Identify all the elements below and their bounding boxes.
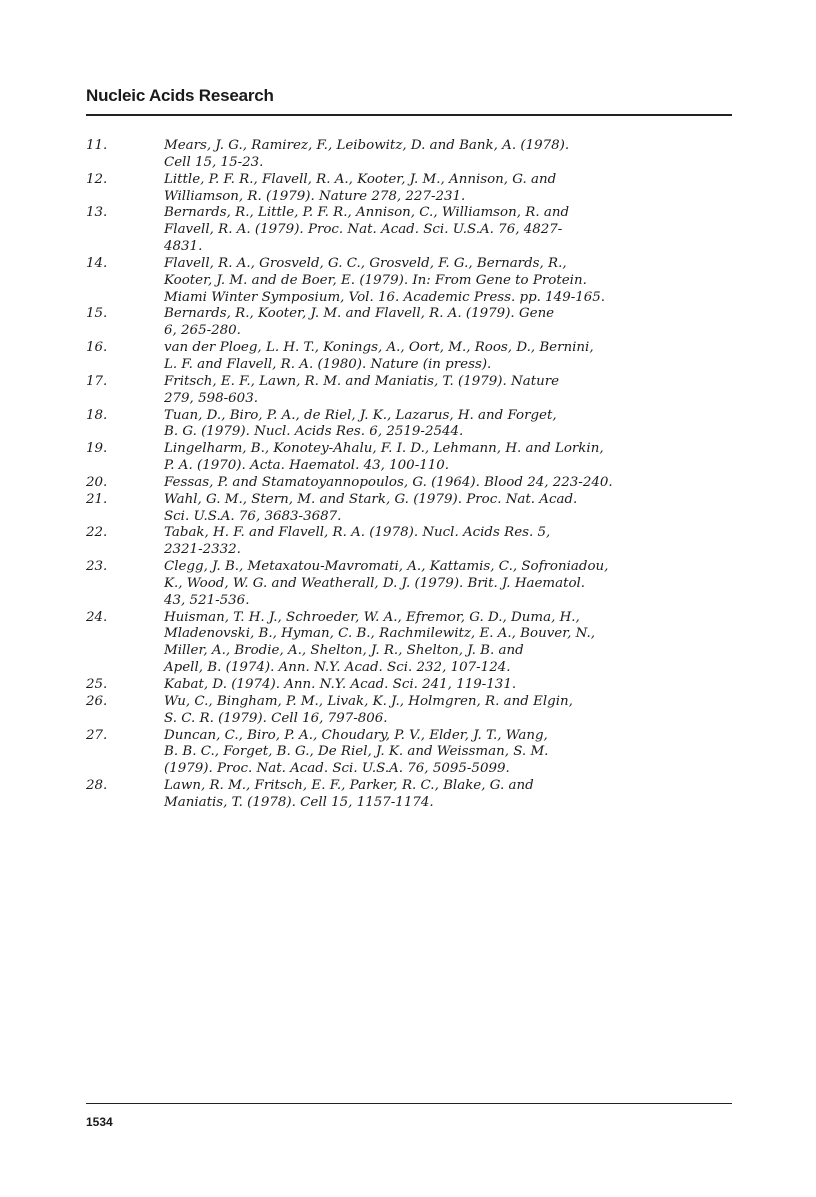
reference-item <box>86 408 736 442</box>
reference-number: 20. <box>86 474 108 490</box>
reference-number: 18. <box>86 407 108 423</box>
reference-item <box>86 525 736 559</box>
reference-number: 17. <box>86 373 108 389</box>
reference-number: 26. <box>86 693 108 709</box>
reference-item <box>86 256 736 307</box>
reference-number: 14. <box>86 255 108 271</box>
reference-number: 27. <box>86 727 108 743</box>
reference-item <box>86 677 736 694</box>
reference-text: Mears, J. G., Ramirez, F., Leibowitz, D. and Bank, A. (1978). Cell 15, 15-23. <box>164 138 570 170</box>
reference-number: 23. <box>86 559 108 575</box>
reference-number: 21. <box>86 491 108 507</box>
reference-text: Tuan, D., Biro, P. A., de Riel, J. K., Lazarus, H. and Forget, B. G. (1979). Nucl. Acids Res. 6, 2519-2544. <box>164 407 557 440</box>
reference-text: Bernards, R., Little, P. F. R., Annison, C., Williamson, R. and Flavell, R. A. (1979). Proc. Nat. Acad. Sci. U.S.A. 76, 4827- 4831. <box>164 205 570 255</box>
reference-item <box>86 441 736 475</box>
reference-text: Wu, C., Bingham, P. M., Livak, K. J., Holmgren, R. and Elgin, S. C. R. (1979). Cell 16, 797-806. <box>164 693 573 726</box>
reference-text: Lawn, R. M., Fritsch, E. F., Parker, R. C., Blake, G. and Maniatis, T. (1978). Cell 15, 1157-1174. <box>164 778 534 810</box>
reference-number: 16. <box>86 340 108 356</box>
reference-text: van der Ploeg, L. H. T., Konings, A., Oort, M., Roos, D., Bernini, L. F. and Flavell, R. A. (1980). Nature (in press). <box>164 340 594 372</box>
page-number: 1534 <box>86 1115 113 1129</box>
reference-item <box>86 205 736 256</box>
footer-rule <box>86 1103 732 1104</box>
reference-text: Wahl, G. M., Stern, M. and Stark, G. (1979). Proc. Nat. Acad. Sci. U.S.A. 76, 3683-3687. <box>164 491 578 524</box>
reference-text: Duncan, C., Biro, P. A., Choudary, P. V., Elder, J. T., Wang, B. B. C., Forget, B. G., De Riel, J. K. and Weissman, S. M. (1979). Proc. Nat. Acad. Sci. U.S.A. 76, 5095-5099. <box>164 727 549 777</box>
reference-text: Flavell, R. A., Grosveld, G. C., Grosveld, F. G., Bernards, R., Kooter, J. M. and de Boer, E. (1979). In: From Gene to Protein. Miami Winter Symposium, Vol. 16. Academic Press. pp. 149-165. <box>164 255 606 305</box>
reference-item <box>86 340 736 374</box>
reference-number: 12. <box>86 171 108 187</box>
reference-number: 28. <box>86 778 108 794</box>
reference-item <box>86 559 736 610</box>
header-rule <box>86 114 732 116</box>
reference-item <box>86 172 736 206</box>
reference-text: Little, P. F. R., Flavell, R. A., Kooter, J. M., Annison, G. and Williamson, R. (1979). Nature 278, 227-231. <box>164 171 557 204</box>
reference-number: 13. <box>86 205 108 221</box>
reference-number: 24. <box>86 609 108 625</box>
reference-number: 19. <box>86 441 108 457</box>
reference-text: Lingelharm, B., Konotey-Ahalu, F. I. D., Lehmann, H. and Lorkin, P. A. (1970). Acta. Haematol. 43, 100-110. <box>164 441 604 474</box>
reference-number: 11. <box>86 138 108 153</box>
reference-item <box>86 138 736 172</box>
reference-text: Tabak, H. F. and Flavell, R. A. (1978). Nucl. Acids Res. 5, 2321-2332. <box>164 525 551 558</box>
reference-list <box>86 138 736 812</box>
reference-item <box>86 475 736 492</box>
journal-title: Nucleic Acids Research <box>86 86 274 105</box>
reference-number: 15. <box>86 306 108 322</box>
reference-text: Clegg, J. B., Metaxatou-Mavromati, A., Kattamis, C., Sofroniadou, K., Wood, W. G. and Weatherall, D. J. (1979). Brit. J. Haematol. 43, 521-536. <box>164 559 609 608</box>
reference-text: Fritsch, E. F., Lawn, R. M. and Maniatis, T. (1979). Nature 279, 598-603. <box>164 373 560 406</box>
reference-item <box>86 374 736 408</box>
reference-text: Kabat, D. (1974). Ann. N.Y. Acad. Sci. 241, 119-131. <box>164 677 517 692</box>
reference-item <box>86 728 736 779</box>
reference-text: Bernards, R., Kooter, J. M. and Flavell, R. A. (1979). Gene 6, 265-280. <box>164 306 555 339</box>
reference-number: 25. <box>86 677 108 692</box>
reference-item <box>86 306 736 340</box>
reference-text: Huisman, T. H. J., Schroeder, W. A., Efremor, G. D., Duma, H., Mladenovski, B., Hyman, C. B., Rachmilewitz, E. A., Bouver, N., Miller, A., Brodie, A., Shelton, J. R., Shelton, J. B. and Apell, B. (1974). Ann. N.Y. Acad. Sci. 232, 107-124. <box>164 609 596 676</box>
reference-text: Fessas, P. and Stamatoyannopoulos, G. (1964). Blood 24, 223-240. <box>164 474 613 490</box>
reference-number: 22. <box>86 525 108 541</box>
reference-item <box>86 694 736 728</box>
reference-item <box>86 610 736 677</box>
reference-item <box>86 778 736 812</box>
reference-item <box>86 492 736 526</box>
